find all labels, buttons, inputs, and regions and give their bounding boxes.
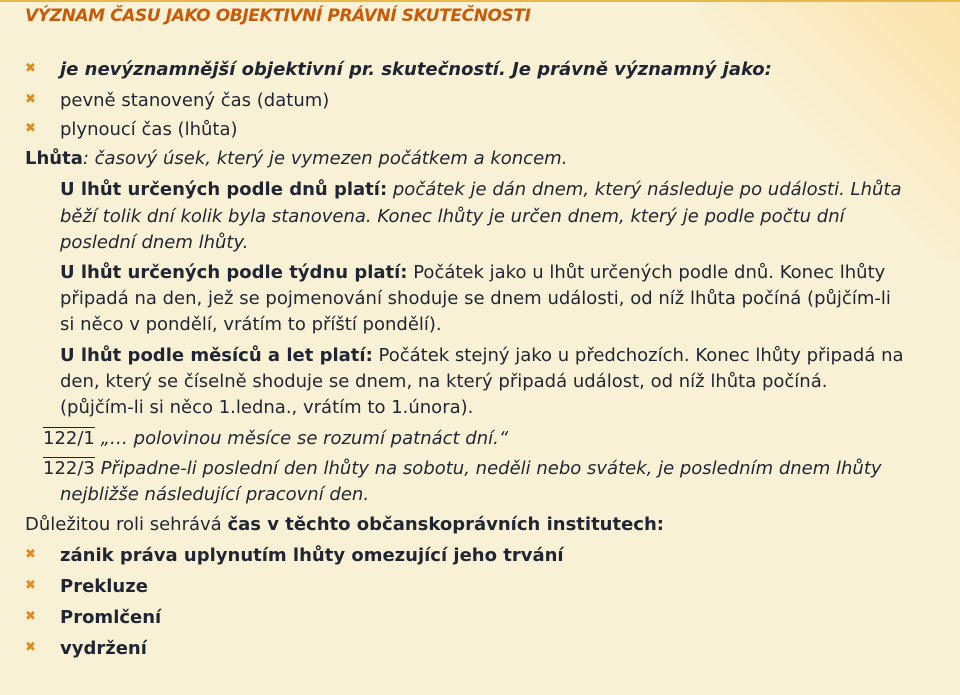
institute-label: Prekluze	[60, 576, 148, 597]
section-ref: 122/1	[43, 428, 95, 449]
rule-months-text: den, který se číselně shoduje se dnem, na který připadá událost, od níž lhůta počíná.	[60, 371, 828, 392]
rule-months-heading: U lhůt podle měsíců a let platí:	[60, 345, 373, 366]
term-lhuta: Lhůta	[25, 148, 83, 169]
institutes-intro-emphasis: čas v těchto občanskoprávních institutech:	[227, 514, 664, 535]
x-bullet-icon: ✖	[25, 121, 36, 136]
definition-text: : časový úsek, který je vymezen počátkem a koncem.	[82, 148, 568, 169]
bullet-text: pevně stanovený čas (datum)	[60, 90, 330, 111]
rule-days-heading: U lhůt určených podle dnů platí:	[60, 179, 388, 200]
institute-label: zánik práva uplynutím lhůty omezující jeho trvání	[60, 545, 564, 566]
bullet-text: plynoucí čas (lhůta)	[60, 119, 238, 140]
institute-label: vydržení	[60, 638, 147, 659]
section-text: nejbližše následující pracovní den.	[60, 484, 370, 505]
x-bullet-icon: ✖	[25, 640, 36, 655]
rule-days-text: počátek je dán dnem, který následuje po události. Lhůta	[387, 179, 902, 200]
rule-weeks-text: Počátek jako u lhůt určených podle dnů. Konec lhůty	[407, 262, 886, 283]
rule-weeks-heading: U lhůt určených podle týdnu platí:	[60, 262, 408, 283]
x-bullet-icon: ✖	[25, 61, 36, 76]
x-bullet-icon: ✖	[25, 609, 36, 624]
rule-weeks-text: připadá na den, jež se pojmenování shoduje se dnem události, od níž lhůta počíná (půjčím-li	[60, 288, 891, 309]
section-quote: „… polovinou měsíce se rozumí patnáct dní.“	[94, 428, 509, 449]
rule-days-text: běží tolik dní kolik byla stanovena. Konec lhůty je určen dnem, který je podle počtu dní	[60, 206, 845, 227]
institutes-intro-text: Důležitou roli sehrává	[25, 514, 228, 535]
x-bullet-icon: ✖	[25, 547, 36, 562]
institute-label: Promlčení	[60, 607, 162, 628]
rule-weeks-text: si něco v pondělí, vrátím to příští pondělí).	[60, 314, 442, 335]
x-bullet-icon: ✖	[25, 92, 36, 107]
section-text: Připadne-li poslední den lhůty na sobotu, neděli nebo svátek, je posledním dnem lhůty	[94, 458, 882, 479]
slide-title: VÝZNAM ČASU JAKO OBJEKTIVNÍ PRÁVNÍ SKUTEČNOSTI	[25, 6, 531, 26]
bullet-text: je nevýznamnější objektivní pr. skutečností. Je právně významný jako:	[60, 59, 772, 80]
rule-days-text: poslední dnem lhůty.	[60, 232, 249, 253]
rule-months-text: Počátek stejný jako u předchozích. Konec lhůty připadá na	[372, 345, 904, 366]
x-bullet-icon: ✖	[25, 578, 36, 593]
section-ref: 122/3	[43, 458, 95, 479]
rule-months-text: (půjčím-li si něco 1.ledna., vrátím to 1.února).	[60, 397, 474, 418]
